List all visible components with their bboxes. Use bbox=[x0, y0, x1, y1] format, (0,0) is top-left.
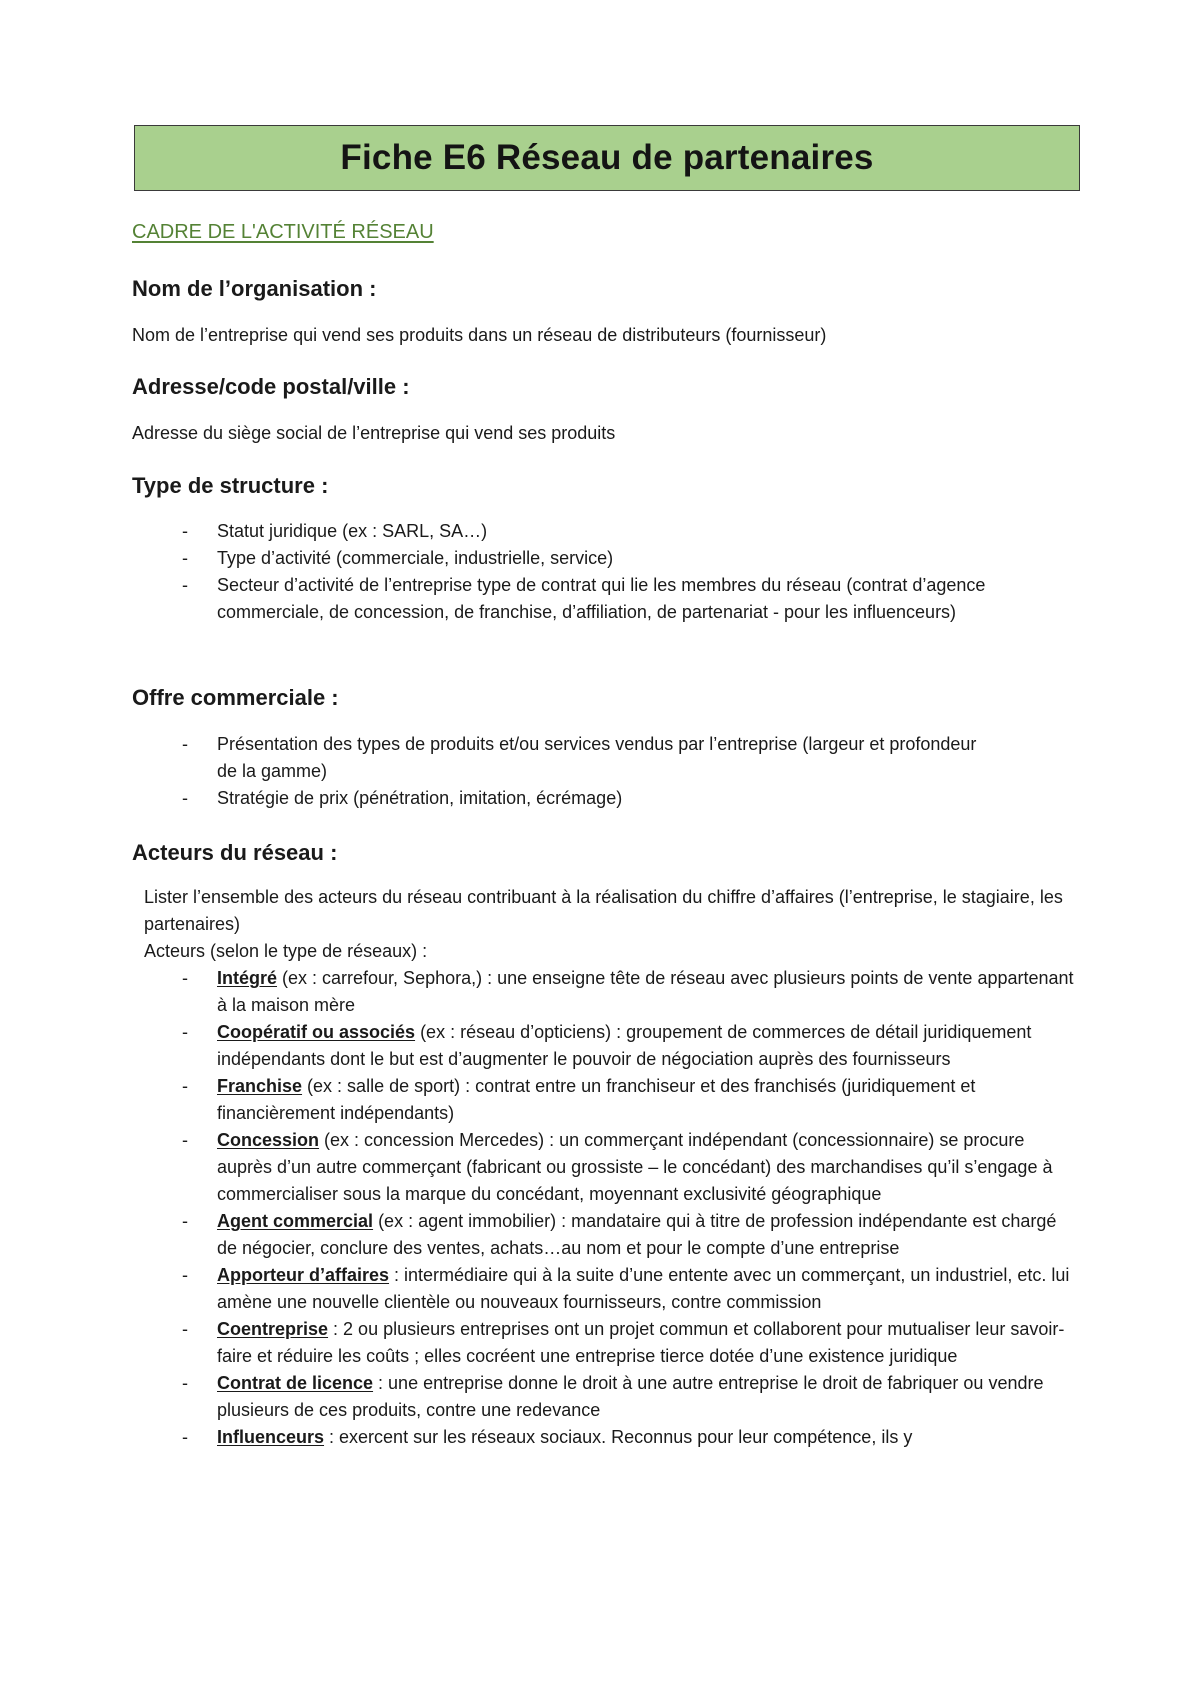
list-acteurs bbox=[0, 965, 1077, 1451]
list-item: - Stratégie de prix (pénétration, imitation, écrémage) bbox=[182, 788, 623, 808]
heading-type-structure: Type de structure : bbox=[132, 473, 329, 498]
heading-nom-organisation: Nom de l’organisation : bbox=[132, 276, 377, 301]
text-adresse: Adresse du siège social de l’entreprise qui vend ses produits bbox=[132, 423, 616, 443]
title-banner bbox=[134, 125, 1080, 191]
heading-acteurs: Acteurs du réseau : bbox=[132, 840, 338, 865]
section-heading: CADRE DE L'ACTIVITÉ RÉSEAU bbox=[132, 221, 434, 243]
list-item: - Concession (ex : concession Mercedes) : un commerçant indépendant (concessionnaire) se procure auprès d’un autre commerçant (fabricant ou grossiste – le concédant) des marchandises qu’il s’engage à commercialiser sous la marque du concédant, moyennant exclusivité géographique bbox=[182, 1130, 1053, 1204]
list-item: - Secteur d’activité de l’entreprise type de contrat qui lie les membres du réseau (contrat d’agence commerciale, de concession, de franchise, d’affiliation, de partenariat - pour les influenceurs) bbox=[182, 575, 986, 622]
list-item: - Type d’activité (commerciale, industrielle, service) bbox=[182, 548, 614, 568]
list-item: - Influenceurs : exercent sur les réseaux sociaux. Reconnus pour leur compétence, ils y bbox=[182, 1427, 913, 1447]
list-offre-commerciale bbox=[0, 731, 1077, 812]
list-item: - Agent commercial (ex : agent immobilier) : mandataire qui à titre de profession indépendante est chargé de négocier, conclure des ventes, achats…au nom et pour le compte d’une entreprise bbox=[182, 1211, 1057, 1258]
list-item: - Franchise (ex : salle de sport) : contrat entre un franchiseur et des franchisés (juridiquement et financièrement indépendants) bbox=[182, 1076, 976, 1123]
text-acteurs-intro: Lister l’ensemble des acteurs du réseau contribuant à la réalisation du chiffre d’affaires (l’entreprise, le stagiaire, les partenaires) bbox=[144, 887, 1063, 934]
list-item: - Apporteur d’affaires : intermédiaire qui à la suite d’une entente avec un commerçant, un industriel, etc. lui amène une nouvelle clientèle ou nouveaux fournisseurs, contre commission bbox=[182, 1265, 1070, 1312]
list-item: - Statut juridique (ex : SARL, SA…) bbox=[182, 521, 488, 541]
list-item: - Contrat de licence : une entreprise donne le droit à une autre entreprise le droit de fabriquer ou vendre plusieurs de ces produits, contre une redevance bbox=[182, 1373, 1044, 1420]
page-title: Fiche E6 Réseau de partenaires bbox=[340, 138, 874, 177]
list-item: - Intégré (ex : carrefour, Sephora,) : une enseigne tête de réseau avec plusieurs points de vente appartenant à la maison mère bbox=[182, 968, 1074, 1015]
list-item: - Coentreprise : 2 ou plusieurs entreprises ont un projet commun et collaborent pour mutualiser leur savoir-faire et réduire les coûts ; elles cocréent une entreprise tierce dotée d’une existence juridique bbox=[182, 1319, 1065, 1366]
heading-offre-commerciale: Offre commerciale : bbox=[132, 685, 339, 710]
list-item: - Coopératif ou associés (ex : réseau d’opticiens) : groupement de commerces de détail juridiquement indépendants dont le but est d’augmenter le pouvoir de négociation auprès des fournisseurs bbox=[182, 1022, 1032, 1069]
list-item: - Présentation des types de produits et/ou services vendus par l’entreprise (largeur et profondeur de la gamme) bbox=[182, 734, 977, 781]
list-type-structure bbox=[0, 518, 1077, 626]
text-acteurs-subintro: Acteurs (selon le type de réseaux) : bbox=[144, 941, 428, 961]
text-nom-organisation: Nom de l’entreprise qui vend ses produits dans un réseau de distributeurs (fournisseur) bbox=[132, 325, 827, 345]
heading-adresse: Adresse/code postal/ville : bbox=[132, 374, 410, 399]
